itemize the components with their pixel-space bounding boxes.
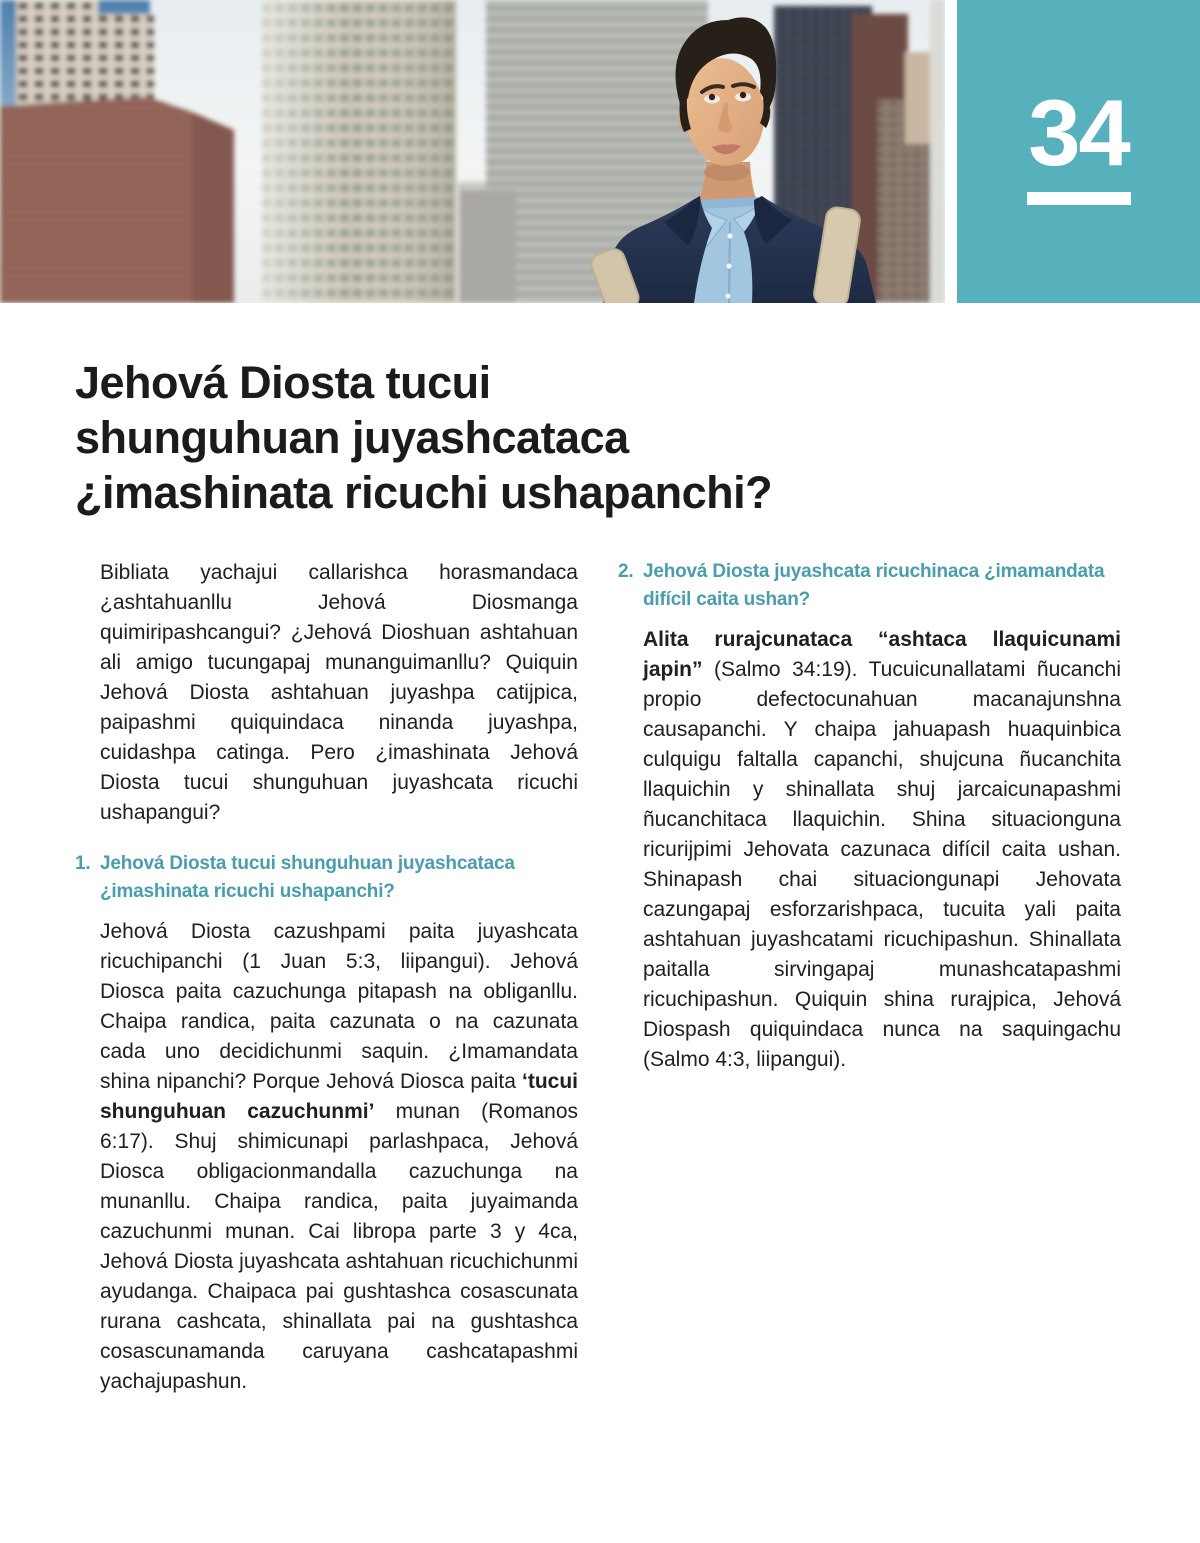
- section-2-heading-text: Jehová Diosta juyashcata ricuchinaca ¿imamandata difícil caita ushan?: [643, 561, 1105, 610]
- lesson-number: 34: [1028, 80, 1129, 185]
- section-1-heading-text: Jehová Diosta tucui shunguhuan juyashcataca ¿imashinata ricuchi ushapanchi?: [100, 853, 515, 902]
- building-beige-tower-2: [98, 14, 154, 106]
- section-2-heading: [618, 558, 1121, 614]
- section-1-paragraph: Jehová Diosta cazushpami paita juyashcata ricuchipanchi (1 Juan 5:3, liipangui). Jehová Diosca paita cazuchunga pitapash na obliganllu. Chaipa randica, paita cazunata o na cazunata cada uno decidichunmi saquin. ¿Imamandata shina nipanchi? Porque Jehová Diosca paita ‘tucui shunguhuan cazuchunmi’ munan (Romanos 6:17). Shuj shimicunapi parlashpaca, Jehová Diosca obligacionmandalla cazuchunga na munanllu. Chaipa randica, paita juyaimanda cazuchunmi munan. Cai libropa parte 3 y 4ca, Jehová Diosta juyashcata ashtahuan ricuchichunmi ayudanga. Chaipaca pai gushtashca cosascunata rurana cashcata, shinallata pai na gushtashca cosascunamanda caruyana cashcatapashmi yachajupashun.: [100, 920, 578, 1393]
- shirt-button: [726, 263, 731, 268]
- shirt-button: [727, 233, 732, 238]
- shirt-button: [725, 293, 730, 298]
- section-1-number: 1.: [75, 853, 91, 874]
- building-red-brown: [0, 97, 192, 303]
- building-grey-low: [460, 190, 516, 303]
- lesson-number-box: [957, 0, 1200, 303]
- section-2-number: 2.: [618, 561, 634, 582]
- left-column: [75, 558, 578, 1397]
- lesson-header-photo: [0, 0, 945, 303]
- building-beige-tower: [16, 0, 98, 106]
- text-columns: [0, 520, 1200, 1397]
- right-column: [618, 558, 1121, 1397]
- lesson-number-underline: [1027, 192, 1131, 205]
- section-2-paragraph: Alita rurajcunataca “ashtaca llaquicunami japin” (Salmo 34:19). Tucuicunallatami ñucanchi propio defectocunahuan macanajunshna causapanchi. Y chaipa jahuapash huaquinbica culquigu faltalla capanchi, shujcuna ñucanchita llaquichin y shinallata shuj jarcaicunapashmi ñucanchitaca llaquichin. Shina situacionguna ricurijpimi Jehovata cazunaca difícil caita ushan. Shinapash chai situaciongunapi Jehovata cazungapaj esforzarishpaca, tucuita yali paita ashtahuan juyashcatami ricuchipashun. Shinallata paitalla sirvingapaj munashcatapashmi ricuchipashun. Quiquin shina rurajpica, Jehová Diospash quiquindaca nunca na saquingachu (Salmo 4:3, liipangui).: [643, 628, 1121, 1071]
- page-title: Jehová Diosta tucui shunguhuan juyashcataca ¿imashinata ricuchi ushapanchi?: [75, 357, 773, 518]
- section-1-heading: [75, 850, 578, 906]
- lesson-header: [0, 0, 1200, 303]
- building-light-edge: [930, 0, 945, 303]
- building-red-brown-side: [192, 112, 234, 303]
- intro-paragraph: Bibliata yachajui callarishca horasmandaca ¿ashtahuanllu Jehová Diosmanga quimiripashcangui? ¿Jehová Dioshuan ashtahuan ali amigo tucungapaj munanguimanllu? Quiquin Jehová Diosta ashtahuan juyashpa catijpica, paipashmi quiquindaca ninanda juyashpa, cuidashpa catinga. Pero ¿imashinata Jehová Diosta tucui shunguhuan juyashcata ricuchi ushapangui?: [100, 561, 578, 824]
